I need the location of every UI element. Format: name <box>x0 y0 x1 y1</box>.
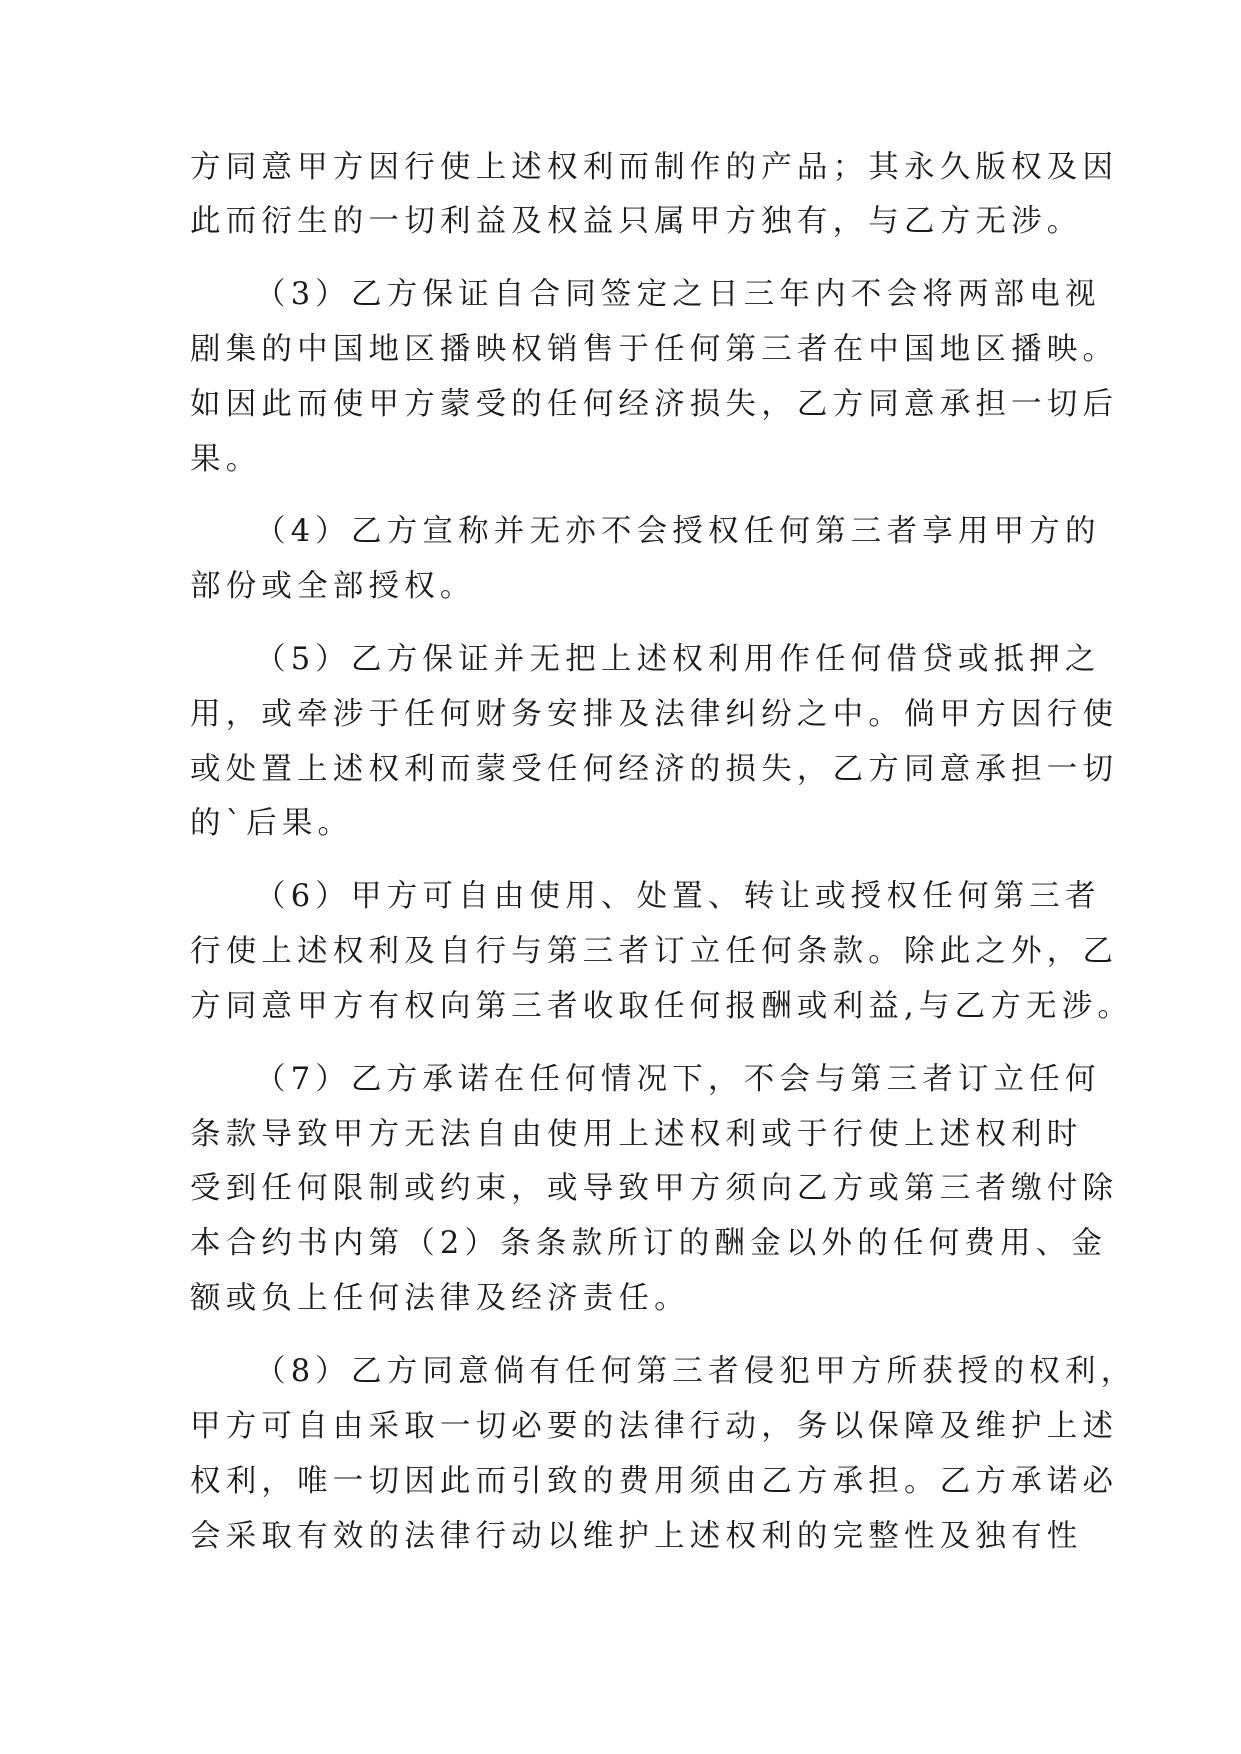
text-line: （3）乙方保证自合同签定之日三年内不会将两部电视 <box>255 277 1101 312</box>
text-line: 用，或牵涉于任何财务安排及法律纠纷之中。倘甲方因行使 <box>190 697 1119 732</box>
text-line: （8）乙方同意倘有任何第三者侵犯甲方所获授的权利， <box>255 1354 1137 1389</box>
text-line: 方同意甲方有权向第三者收取任何报酬或利益,与乙方无涉。 <box>190 989 1134 1024</box>
text-line: 的`后果。 <box>190 806 354 841</box>
text-line: 或处置上述权利而蒙受任何经济的损失，乙方同意承担一切 <box>190 752 1119 787</box>
text-line: 剧集的中国地区播映权销售于任何第三者在中国地区播映。 <box>190 332 1119 367</box>
text-line: （7）乙方承诺在任何情况下，不会与第三者订立任何 <box>255 1062 1101 1097</box>
text-line: （4）乙方宣称并无亦不会授权任何第三者享用甲方的 <box>255 514 1101 549</box>
text-line: 如因此而使甲方蒙受的任何经济损失，乙方同意承担一切后 <box>190 387 1119 422</box>
text-line: 会采取有效的法律行动以维护上述权利的完整性及独有性 <box>190 1519 1083 1554</box>
text-line: 行使上述权利及自行与第三者订立任何条款。除此之外，乙 <box>190 934 1119 969</box>
text-line: 权利，唯一切因此而引致的费用须由乙方承担。乙方承诺必 <box>190 1464 1119 1499</box>
text-line: 额或负上任何法律及经济责任。 <box>190 1281 690 1316</box>
text-line: 部份或全部授权。 <box>190 569 476 604</box>
text-line: 甲方可自由采取一切必要的法律行动，务以保障及维护上述 <box>190 1409 1119 1444</box>
text-line: （6）甲方可自由使用、处置、转让或授权任何第三者 <box>255 879 1101 914</box>
text-line: 条款导致甲方无法自由使用上述权利或于行使上述权利时 <box>190 1117 1083 1152</box>
text-line: 果。 <box>190 442 262 477</box>
text-line: 受到任何限制或约束，或导致甲方须向乙方或第三者缴付除 <box>190 1171 1119 1206</box>
text-line: 此而衍生的一切利益及权益只属甲方独有，与乙方无涉。 <box>190 204 1083 239</box>
text-line: 本合约书内第（2）条条款所订的酬金以外的任何费用、金 <box>190 1226 1108 1261</box>
text-line: （5）乙方保证并无把上述权利用作任何借贷或抵押之 <box>255 642 1101 677</box>
text-line: 方同意甲方因行使上述权利而制作的产品；其永久版权及因 <box>190 150 1119 185</box>
